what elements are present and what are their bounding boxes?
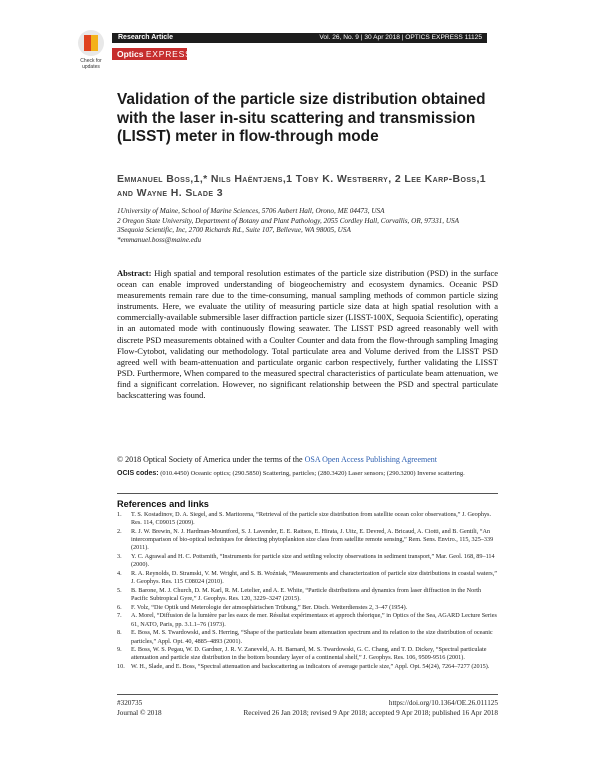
reference-item xyxy=(117,646,498,662)
article-id: #320735 xyxy=(117,699,143,707)
copyright-line xyxy=(117,455,497,465)
reference-number: 10. xyxy=(117,663,125,671)
reference-item xyxy=(117,553,498,569)
journal-logo-optics: Optics xyxy=(117,49,144,59)
abstract-label: Abstract: xyxy=(117,268,152,278)
abstract xyxy=(117,268,498,401)
journal-logo-express: EXPRESS xyxy=(145,49,192,59)
journal-copyright: Journal © 2018 xyxy=(117,709,162,717)
abstract-text: High spatial and temporal resolution estimates of the particle size distribution (PSD) in the surface ocean can enable improved understanding of biogeochemistry and ecosystem dynamics. Oceanic PSD measurements remain rare due to the time-consuming, manual sampling methods of common particle sizing instruments. Here, we evaluate the utility of measuring particle size data at high spatial resolution with a commercially-available submersible laser diffraction particle sizer (LISST-100X, Sequoia Scientific), operating in an automated mode with continuously flowing seawater. The LISST PSD agreed reasonably well with discrete PSD measurements obtained with a Coulter Counter and data from the flow-through sampling Imaging Flow-Cytobot, validating our methodology. Total particulate area and Volume derived from the LISST PSD agreed well with beam-attenuation and particulate organic carbon respectively, further validating the LISST PSD. Furthermore, When compared to the measured spectral characteristics of particulate beam attenuation, we find a significant correlation. However, no significant relationship between the PSD and spectral particulate backscattering was found. xyxy=(117,268,499,401)
reference-item xyxy=(117,629,498,645)
reference-number: 5. xyxy=(117,586,122,594)
reference-item xyxy=(117,587,498,603)
publication-dates: Received 26 Jan 2018; revised 9 Apr 2018; accepted 9 Apr 2018; published 16 Apr 2018 xyxy=(243,709,498,717)
reference-text: A. Morel, “Diffusion de la lumière par les eaux de mer. Résultat expérimentaux et approch théorique,” in Optics of the Sea, AGARD Lecture Series 61, NATO, Paris, pp. 3.1.1–76 (1973). xyxy=(131,612,497,628)
research-article-label: Research Article xyxy=(118,34,173,41)
reference-number: 7. xyxy=(117,612,122,620)
reference-text: B. Barone, M. J. Church, D. M. Karl, R. M. Letelier, and A. E. White, “Particle distributions and dynamics from laser diffraction in the North Pacific Subtropical Gyre,” J. Geophys. Res. 120, 3229–3247 (2015). xyxy=(131,586,482,603)
crossmark-badge[interactable] xyxy=(74,30,108,70)
reference-number: 9. xyxy=(117,646,122,654)
reference-list xyxy=(117,511,498,672)
ocis-text: (010.4450) Oceanic optics; (290.5850) Scattering, particles; (280.3420) Laser sensors; (290.3200) Inverse scattering. xyxy=(160,470,465,477)
crossmark-label: Check for updates xyxy=(80,58,102,70)
author-list: Emmanuel Boss,1,* Nils Haëntjens,1 Toby K. Westberry, 2 Lee Karp-Boss,1 and Wayne H. Slade 3 xyxy=(117,173,487,199)
issue-info: Vol. 26, No. 9 | 30 Apr 2018 | OPTICS EXPRESS 11125 xyxy=(319,34,482,41)
journal-logo xyxy=(117,48,192,60)
doi-link[interactable]: https://doi.org/10.1364/OE.26.011125 xyxy=(388,699,498,707)
reference-number: 1. xyxy=(117,511,122,518)
reference-number: 2. xyxy=(117,527,122,535)
references-heading: References and links xyxy=(117,499,209,509)
divider xyxy=(117,493,498,494)
reference-item xyxy=(117,511,498,527)
reference-item xyxy=(117,528,498,553)
reference-text: R. J. W. Brewin, N. J. Hardman-Mountford, S. J. Lavender, E. E. Raitsos, E. Hirata, J. Uitz, E. Devred, A. Bricaud, A. Ciotti, and B. Gentili, “An intercomparison of bio-optical techniques for detecting phytoplankton size class from satellite remote sensing,” Rem. Sens. Enviro., 115, 325–339 (2011). xyxy=(131,527,494,552)
reference-number: 8. xyxy=(117,629,122,637)
reference-text: T. S. Kostadinov, D. A. Siegel, and S. Maritorena, “Retrieval of the particle size distribution from satellite ocean color observations,” J. Geophys. Res. 114, C09015 (2009). xyxy=(131,511,491,527)
reference-item xyxy=(117,570,498,586)
reference-text: F. Volz, “Die Optik und Meterologie der atmosphärischen Trübung,” Ber. Dtsch. Wetterdienstes 2, 3–47 (1954). xyxy=(131,603,408,611)
affiliation-3: 3Sequoia Scientific, Inc, 2700 Richards Rd., Suite 107, Bellevue, WA 98005, USA xyxy=(117,226,351,235)
ocis-label: OCIS codes: xyxy=(117,470,159,477)
reference-number: 4. xyxy=(117,569,122,577)
reference-text: R. A. Reynolds, D. Stramski, V. M. Wright, and S. B. Woźniak, “Measurements and characterization of particle size distributions in coastal waters,” J. Geophys. Res. 115 C08024 (2010). xyxy=(131,569,498,586)
reference-text: W. H., Slade, and E. Boss, “Spectral attenuation and backscattering as indicators of average particle size,” Appl. Opt. 54(24), 7264–7277 (2015). xyxy=(131,663,490,671)
crossmark-icon xyxy=(78,30,104,56)
copyright-text: © 2018 Optical Society of America under the terms of the xyxy=(117,455,305,464)
reference-item xyxy=(117,604,498,612)
reference-item xyxy=(117,612,498,628)
affiliation-1: 1University of Maine, School of Marine Sciences, 5706 Aubert Hall, Orono, ME 04473, USA xyxy=(117,207,385,215)
paper-title: Validation of the particle size distribution obtained with the laser in-situ scattering and transmission (LISST) meter in flow-through mode xyxy=(117,91,486,145)
reference-number: 3. xyxy=(117,553,122,561)
ocis-codes xyxy=(117,469,497,478)
reference-item xyxy=(117,663,498,671)
affiliations xyxy=(117,207,497,245)
reference-number: 6. xyxy=(117,603,122,611)
corresponding-email[interactable]: *emmanuel.boss@maine.edu xyxy=(117,235,202,244)
reference-text: Y. C. Agrawal and H. C. Pottsmith, “Instruments for particle size and settling velocity observations in sediment transport,” Mar. Geol. 168, 89–114 (2000). xyxy=(131,553,495,569)
footer-divider xyxy=(117,694,498,695)
reference-text: E. Boss, W. S. Pegau, W. D. Gardner, J. R. V. Zaneveld, A. H. Barnard, M. S. Twardowski, G. C. Chang, and T. D. Dickey, “Spectral particulate attenuation and particle size distribution in the bottom boundary layer of a continental shelf,” J. Geophys. Res. 106, 9509-9516 (2001). xyxy=(131,646,487,662)
affiliation-2: 2 Oregon State University, Department of Botany and Plant Pathology, 2055 Cordley Hall, Corvallis, OR, 97331, USA xyxy=(117,216,460,225)
osa-agreement-link[interactable]: OSA Open Access Publishing Agreement xyxy=(304,455,438,464)
reference-text: E. Boss, M. S. Twardowski, and S. Herring, “Shape of the particulate beam attenuation spectrum and its relation to the size distribution of oceanic particles,” Appl. Opt. 40, 4885–4893 (2001). xyxy=(131,629,493,645)
